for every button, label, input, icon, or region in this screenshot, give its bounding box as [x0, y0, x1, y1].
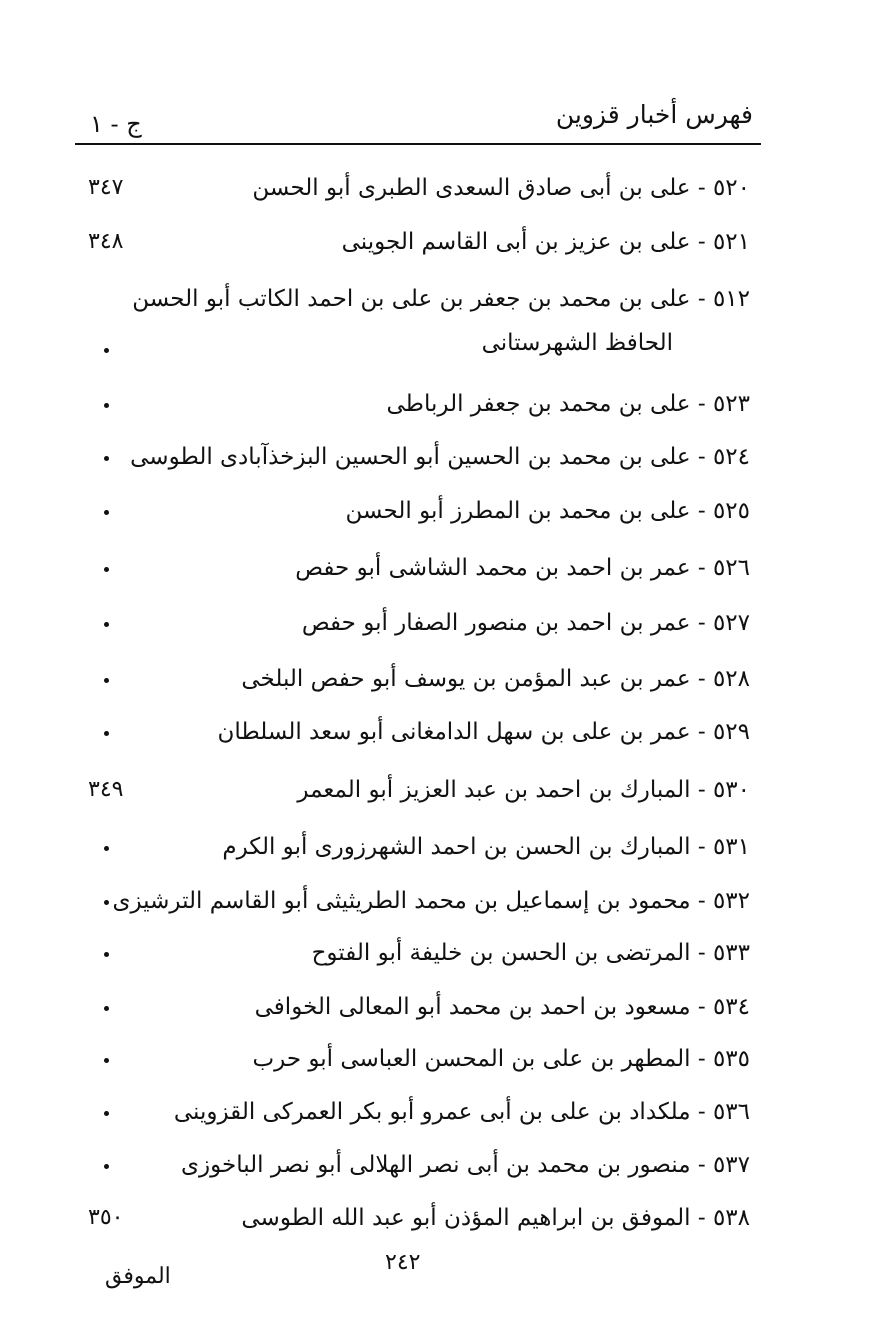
- entry-text: ٥٣١ - المبارك بن الحسن بن احمد الشهرزورى أبو الكرم: [222, 834, 750, 860]
- entry-page-number: ٣٥٠: [88, 1205, 124, 1230]
- entry-text: ٥٣٥ - المطهر بن على بن المحسن العباسى أبو حرب: [252, 1046, 750, 1072]
- entry-text: ٥٢٥ - على بن محمد بن المطرز أبو الحسن: [345, 498, 750, 524]
- entry-text: ٥٢٤ - على بن محمد بن الحسين أبو الحسين البزخذآبادى الطوسى: [130, 444, 750, 470]
- entry-text: ٥٣٧ - منصور بن محمد بن أبى نصر الهلالى أبو نصر الباخوزى: [181, 1152, 750, 1178]
- index-entry: [40, 1198, 750, 1238]
- index-entry: [40, 770, 750, 810]
- index-entry: [40, 548, 750, 588]
- index-entry: [40, 168, 750, 208]
- entry-text: ٥٣٨ - الموفق بن ابراهيم المؤذن أبو عبد الله الطوسى: [241, 1205, 750, 1231]
- ditto-mark: [104, 403, 109, 408]
- ditto-mark: [104, 731, 109, 736]
- ditto-mark: [104, 900, 109, 905]
- entry-text: ٥٣٠ - المبارك بن احمد بن عبد العزيز أبو المعمر: [297, 777, 750, 803]
- index-entry: [40, 491, 750, 531]
- ditto-mark: [104, 348, 109, 353]
- entry-text: ٥٢٧ - عمر بن احمد بن منصور الصفار أبو حفص: [301, 610, 750, 636]
- page-number: ٢٤٢: [385, 1250, 421, 1275]
- entry-page-number: ٣٤٧: [88, 175, 124, 200]
- ditto-mark: [104, 510, 109, 515]
- index-entry: [40, 712, 750, 752]
- index-entry: [40, 279, 750, 319]
- index-entry: [40, 881, 750, 921]
- entry-page-number: ٣٤٩: [88, 777, 124, 802]
- entry-text: ٥٣٢ - محمود بن إسماعيل بن محمد الطريثيثى أبو القاسم الترشيزى: [112, 888, 750, 914]
- entry-text: ٥٢١ - على بن عزيز بن أبى القاسم الجوينى: [341, 229, 750, 255]
- ditto-mark: [104, 622, 109, 627]
- entry-text: ٥٣٣ - المرتضى بن الحسن بن خليفة أبو الفتوح: [311, 940, 750, 966]
- index-entry: [40, 827, 750, 867]
- ditto-mark: [104, 567, 109, 572]
- ditto-mark: [104, 1111, 109, 1116]
- index-entry: [40, 933, 750, 973]
- header-rule: [75, 143, 761, 145]
- header-title: فهرس أخبار قزوين: [555, 100, 753, 129]
- ditto-mark: [104, 678, 109, 683]
- index-entry: [40, 1145, 750, 1185]
- index-entry: [40, 1092, 750, 1132]
- index-entry: [40, 222, 750, 262]
- ditto-mark: [104, 1164, 109, 1169]
- ditto-mark: [104, 952, 109, 957]
- entry-page-number: ٣٤٨: [88, 229, 124, 254]
- entry-text: ٥٢٨ - عمر بن عبد المؤمن بن يوسف أبو حفص البلخى: [241, 666, 750, 692]
- entry-continuation: الحافظ الشهرستانى: [481, 330, 673, 356]
- catchword: الموفق: [105, 1264, 171, 1289]
- index-entry: [40, 1039, 750, 1079]
- index-entry: [40, 437, 750, 477]
- ditto-mark: [104, 1058, 109, 1063]
- entry-text: ٥٢٠ - على بن أبى صادق السعدى الطبرى أبو الحسن: [252, 175, 750, 201]
- entry-text: ٥٣٤ - مسعود بن احمد بن محمد أبو المعالى الخوافى: [254, 994, 750, 1020]
- index-entry: [40, 659, 750, 699]
- index-entry: [40, 384, 750, 424]
- index-entry: [40, 603, 750, 643]
- volume-label: ج - ١: [90, 110, 142, 138]
- entry-text: ٥٢٦ - عمر بن احمد بن محمد الشاشى أبو حفص: [295, 555, 750, 581]
- entry-text: ٥٣٦ - ملكداد بن على بن أبى عمرو أبو بكر العمركى القزوينى: [173, 1099, 750, 1125]
- ditto-mark: [104, 456, 109, 461]
- index-entry: [40, 987, 750, 1027]
- entry-text: ٥٢٩ - عمر بن على بن سهل الدامغانى أبو سعد السلطان: [217, 719, 750, 745]
- entry-text: ٥٢٣ - على بن محمد بن جعفر الرباطى: [386, 391, 750, 417]
- ditto-mark: [104, 1006, 109, 1011]
- ditto-mark: [104, 846, 109, 851]
- entry-text: ٥١٢ - على بن محمد بن جعفر بن على بن احمد الكاتب أبو الحسن: [132, 286, 750, 312]
